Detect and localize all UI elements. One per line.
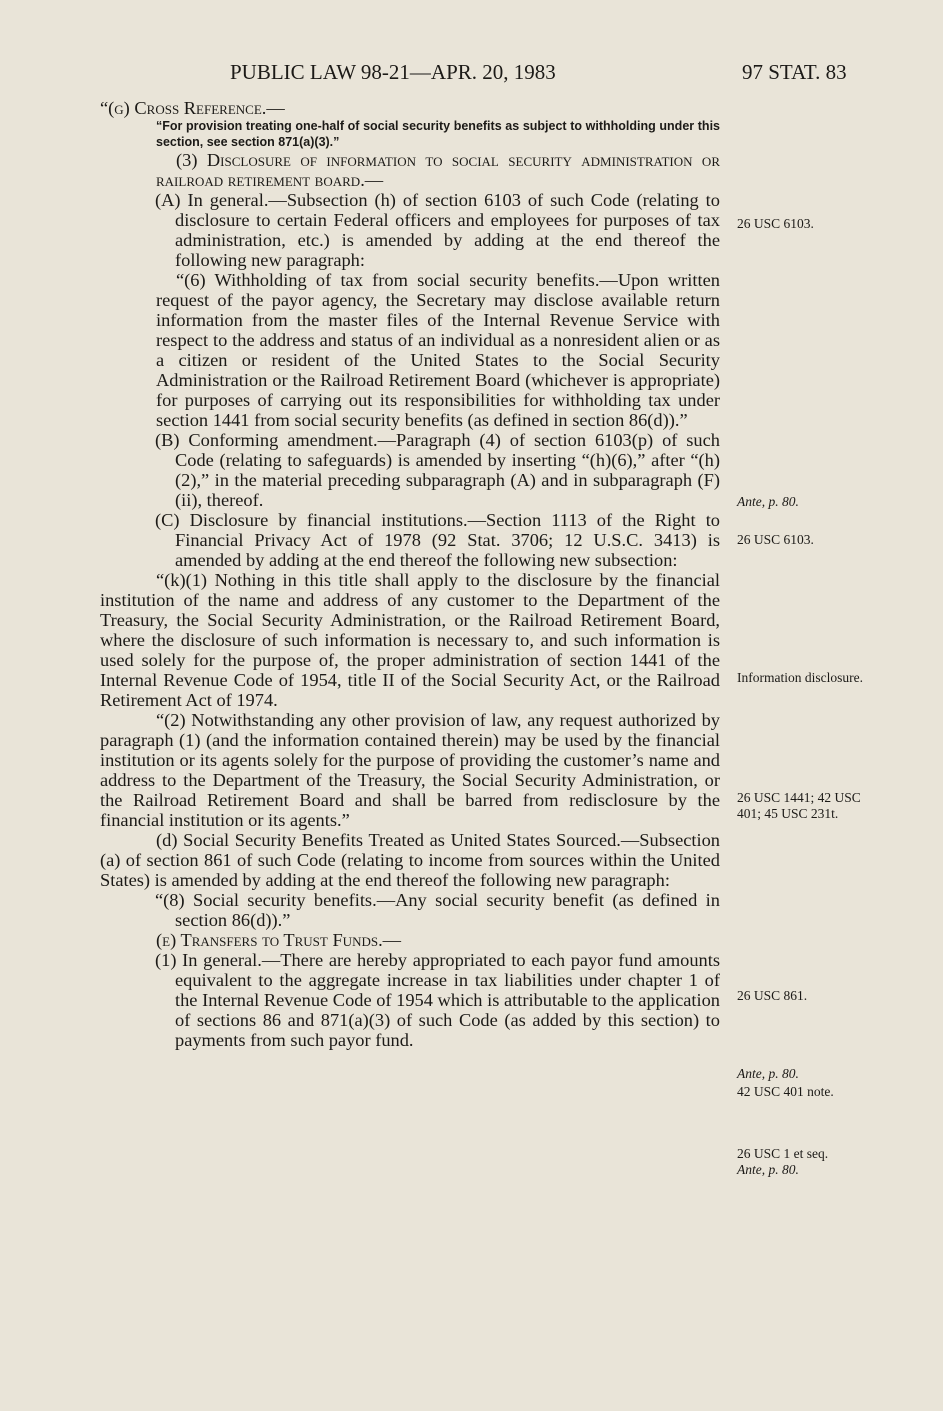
paragraph-disclosure-heading: (3) Disclosure of information to social security administration or railroad retirement board.— <box>156 150 720 190</box>
paragraph-k1: “(k)(1) Nothing in this title shall apply to the disclosure by the financial institution of the name and address of any customer to the Department of the Treasury, the Social Security Administration, or the Railroad Retirement Board, where the disclosure of such information is necessary to, and such information is used solely for the purpose of, the proper administration of section 1441 of the Internal Revenue Code of 1954, title II of the Social Security Act, or the Railroad Retirement Act of 1974. <box>100 570 720 710</box>
paragraph-k2: “(2) Notwithstanding any other provision of law, any request authorized by paragraph (1) (and the information contained therein) may be used by the financial institution or its agents solely for the purpose of providing the customer’s name and address to the Department of the Treasury, the Social Security Administration, or the Railroad Retirement Board and shall be barred from redisclosure by the financial institution or its agents.” <box>100 710 720 830</box>
margin-note-3: 26 USC 6103. <box>737 532 814 547</box>
paragraph-cross-reference: “(g) Cross Reference.— <box>100 98 285 118</box>
paragraph-b-conforming: (B) Conforming amendment.—Paragraph (4) of section 6103(p) of such Code (relating to safeguards) is amended by inserting “(h)(6),” after “(h)(2),” in the material preceding subparagraph (A) and in subparagraph (F)(ii), thereof. <box>155 430 720 510</box>
body-text <box>100 98 720 1050</box>
paragraph-c-financial: (C) Disclosure by financial institutions.—Section 1113 of the Right to Financial Privacy Act of 1978 (92 Stat. 3706; 12 U.S.C. 3413) is amended by adding at the end thereof the following new subsection: <box>155 510 720 570</box>
paragraph-e1: (1) In general.—There are hereby appropriated to each payor fund amounts equivalent to the aggregate increase in tax liabilities under chapter 1 of the Internal Revenue Code of 1954 which is attributable to the application of sections 86 and 871(a)(3) of such Code (as added by this section) to payments from such payor fund. <box>155 950 720 1050</box>
margin-note-7: Ante, p. 80. <box>737 1066 799 1081</box>
cross-reference-note: “For provision treating one-half of social security benefits as subject to withholding under this section, see section 871(a)(3).” <box>156 119 720 149</box>
law-title: PUBLIC LAW 98-21—APR. 20, 1983 <box>230 60 556 84</box>
margin-note-9: 26 USC 1 et seq. <box>737 1146 829 1161</box>
paragraph-e: (e) Transfers to Trust Funds.— <box>156 930 402 950</box>
paragraph-d: (d) Social Security Benefits Treated as United States Sourced.—Subsection (a) of section 861 of such Code (relating to income from sources within the United States) is amended by adding at the end thereof the following new paragraph: <box>100 830 720 890</box>
margin-note-2: Ante, p. 80. <box>737 494 799 509</box>
margin-note-10: Ante, p. 80. <box>737 1162 799 1177</box>
margin-note-1: 26 USC 6103. <box>737 216 814 231</box>
paragraph-withholding: “(6) Withholding of tax from social security benefits.—Upon written request of the payor agency, the Secretary may disclose available return information from the master files of the Internal Revenue Service with respect to the address and status of an individual as a nonresident alien or as a citizen or resident of the United States to the Social Security Administration or the Railroad Retirement Board (whichever is appropriate) for purposes of carrying out its responsibilities for withholding tax under section 1441 from social security benefits (as defined in section 86(d)).” <box>156 270 720 430</box>
paragraph-8: “(8) Social security benefits.—Any social security benefit (as defined in section 86(d)).” <box>155 890 720 930</box>
margin-note-5: 26 USC 1441; 42 USC 401; 45 USC 231t. <box>737 790 861 821</box>
page-header <box>0 60 943 90</box>
margin-note-6: 26 USC 861. <box>737 988 808 1003</box>
paragraph-a-in-general: (A) In general.—Subsection (h) of section 6103 of such Code (relating to disclosure to certain Federal officers and employees for purposes of tax administration, etc.) is amended by adding at the end thereof the following new paragraph: <box>155 190 720 270</box>
margin-note-4: Information disclosure. <box>737 670 863 685</box>
statute-page: 97 STAT. 83 <box>742 60 847 84</box>
margin-note-8: 42 USC 401 note. <box>737 1084 834 1099</box>
